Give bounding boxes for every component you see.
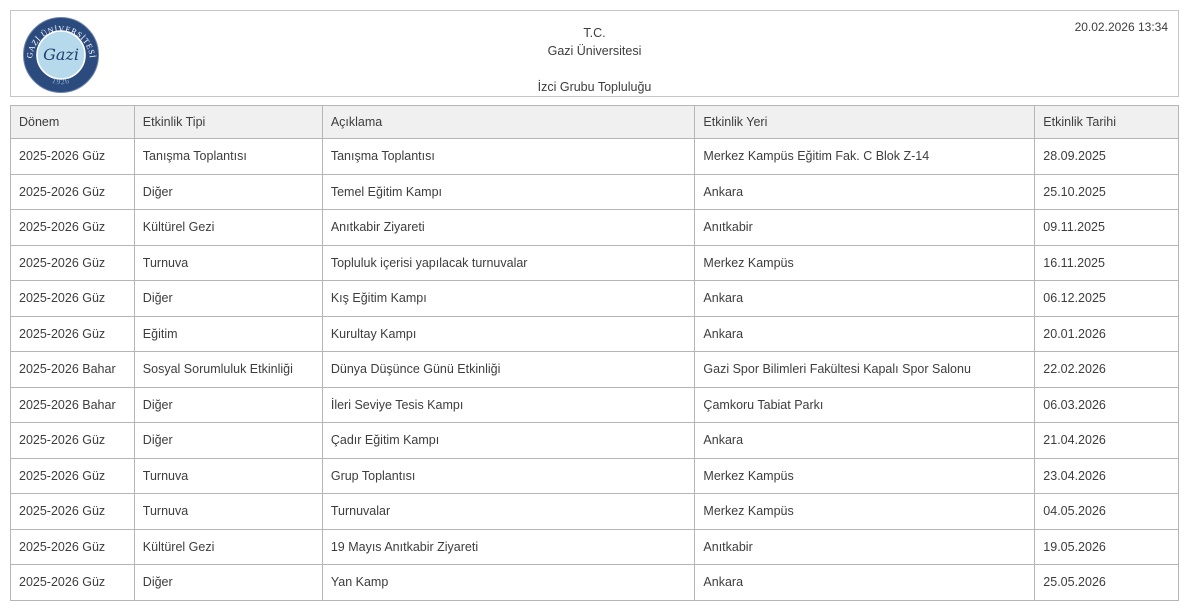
- cell-aciklama: Kış Eğitim Kampı: [322, 281, 695, 317]
- cell-etkinlik-tarihi: 21.04.2026: [1035, 423, 1179, 459]
- report-timestamp: 20.02.2026 13:34: [1074, 20, 1168, 34]
- table-row: [11, 423, 1179, 459]
- cell-donem: 2025-2026 Güz: [11, 316, 135, 352]
- column-header-etkinlik-yeri: Etkinlik Yeri: [695, 106, 1035, 139]
- cell-etkinlik-tipi: Diğer: [134, 174, 322, 210]
- cell-etkinlik-tarihi: 22.02.2026: [1035, 352, 1179, 388]
- cell-aciklama: Temel Eğitim Kampı: [322, 174, 695, 210]
- cell-etkinlik-tipi: Tanışma Toplantısı: [134, 139, 322, 175]
- cell-etkinlik-tarihi: 16.11.2025: [1035, 245, 1179, 281]
- cell-aciklama: Topluluk içerisi yapılacak turnuvalar: [322, 245, 695, 281]
- cell-etkinlik-yeri: Ankara: [695, 281, 1035, 317]
- table-row: [11, 494, 1179, 530]
- cell-etkinlik-tarihi: 25.05.2026: [1035, 565, 1179, 601]
- cell-aciklama: Tanışma Toplantısı: [322, 139, 695, 175]
- cell-donem: 2025-2026 Güz: [11, 281, 135, 317]
- cell-etkinlik-yeri: Merkez Kampüs: [695, 245, 1035, 281]
- cell-aciklama: Turnuvalar: [322, 494, 695, 530]
- cell-etkinlik-tarihi: 19.05.2026: [1035, 529, 1179, 565]
- cell-aciklama: Dünya Düşünce Günü Etkinliği: [322, 352, 695, 388]
- events-table-body: [11, 139, 1179, 601]
- cell-aciklama: Anıtkabir Ziyareti: [322, 210, 695, 246]
- header-row: [11, 106, 1179, 139]
- cell-etkinlik-yeri: Merkez Kampüs: [695, 458, 1035, 494]
- cell-etkinlik-tarihi: 25.10.2025: [1035, 174, 1179, 210]
- cell-aciklama: İleri Seviye Tesis Kampı: [322, 387, 695, 423]
- cell-donem: 2025-2026 Güz: [11, 210, 135, 246]
- column-header-aciklama: Açıklama: [322, 106, 695, 139]
- cell-etkinlik-yeri: Anıtkabir: [695, 210, 1035, 246]
- cell-donem: 2025-2026 Güz: [11, 565, 135, 601]
- cell-etkinlik-tarihi: 09.11.2025: [1035, 210, 1179, 246]
- cell-aciklama: Yan Kamp: [322, 565, 695, 601]
- cell-aciklama: Grup Toplantısı: [322, 458, 695, 494]
- cell-etkinlik-yeri: Merkez Kampüs Eğitim Fak. C Blok Z-14: [695, 139, 1035, 175]
- logo-script-text: Gazi: [43, 45, 79, 64]
- cell-etkinlik-yeri: Ankara: [695, 174, 1035, 210]
- cell-etkinlik-tipi: Turnuva: [134, 245, 322, 281]
- logo-year-text: 1926: [51, 75, 71, 87]
- cell-etkinlik-tipi: Turnuva: [134, 458, 322, 494]
- events-table-wrap: [10, 105, 1179, 601]
- cell-etkinlik-yeri: Merkez Kampüs: [695, 494, 1035, 530]
- table-row: [11, 387, 1179, 423]
- cell-etkinlik-tarihi: 28.09.2025: [1035, 139, 1179, 175]
- report-title-block: [11, 24, 1178, 96]
- table-row: [11, 210, 1179, 246]
- cell-etkinlik-tarihi: 06.12.2025: [1035, 281, 1179, 317]
- cell-etkinlik-tipi: Kültürel Gezi: [134, 529, 322, 565]
- cell-etkinlik-tipi: Turnuva: [134, 494, 322, 530]
- column-header-etkinlik-tarihi: Etkinlik Tarihi: [1035, 106, 1179, 139]
- cell-etkinlik-yeri: Ankara: [695, 316, 1035, 352]
- cell-etkinlik-yeri: Anıtkabir: [695, 529, 1035, 565]
- cell-aciklama: 19 Mayıs Anıtkabir Ziyareti: [322, 529, 695, 565]
- cell-etkinlik-tarihi: 04.05.2026: [1035, 494, 1179, 530]
- cell-etkinlik-tipi: Diğer: [134, 565, 322, 601]
- cell-etkinlik-tipi: Eğitim: [134, 316, 322, 352]
- cell-aciklama: Kurultay Kampı: [322, 316, 695, 352]
- cell-etkinlik-yeri: Ankara: [695, 565, 1035, 601]
- table-row: [11, 565, 1179, 601]
- cell-donem: 2025-2026 Güz: [11, 423, 135, 459]
- cell-donem: 2025-2026 Güz: [11, 494, 135, 530]
- table-row: [11, 245, 1179, 281]
- title-community: İzci Grubu Topluluğu: [537, 80, 652, 95]
- column-header-etkinlik-tipi: Etkinlik Tipi: [134, 106, 322, 139]
- table-row: [11, 139, 1179, 175]
- table-row: [11, 281, 1179, 317]
- cell-etkinlik-tarihi: 23.04.2026: [1035, 458, 1179, 494]
- cell-etkinlik-tarihi: 06.03.2026: [1035, 387, 1179, 423]
- cell-donem: 2025-2026 Güz: [11, 139, 135, 175]
- cell-aciklama: Çadır Eğitim Kampı: [322, 423, 695, 459]
- title-tc: T.C.: [583, 26, 606, 40]
- cell-donem: 2025-2026 Güz: [11, 529, 135, 565]
- logo-ring-text: GAZİ ÜNİVERSİTESİ: [24, 24, 97, 60]
- table-row: [11, 458, 1179, 494]
- cell-etkinlik-tipi: Kültürel Gezi: [134, 210, 322, 246]
- column-header-donem: Dönem: [11, 106, 135, 139]
- events-table-head: [11, 106, 1179, 139]
- cell-etkinlik-yeri: Gazi Spor Bilimleri Fakültesi Kapalı Spor Salonu: [695, 352, 1035, 388]
- cell-donem: 2025-2026 Bahar: [11, 387, 135, 423]
- table-row: [11, 174, 1179, 210]
- cell-donem: 2025-2026 Güz: [11, 458, 135, 494]
- cell-donem: 2025-2026 Güz: [11, 174, 135, 210]
- cell-etkinlik-tarihi: 20.01.2026: [1035, 316, 1179, 352]
- events-table: [10, 105, 1179, 601]
- cell-etkinlik-tipi: Diğer: [134, 387, 322, 423]
- cell-etkinlik-yeri: Ankara: [695, 423, 1035, 459]
- table-row: [11, 316, 1179, 352]
- title-university: Gazi Üniversitesi: [547, 44, 642, 59]
- table-row: [11, 352, 1179, 388]
- cell-etkinlik-tipi: Diğer: [134, 281, 322, 317]
- table-row: [11, 529, 1179, 565]
- cell-donem: 2025-2026 Güz: [11, 245, 135, 281]
- cell-etkinlik-tipi: Sosyal Sorumluluk Etkinliği: [134, 352, 322, 388]
- cell-etkinlik-tipi: Diğer: [134, 423, 322, 459]
- cell-etkinlik-yeri: Çamkoru Tabiat Parkı: [695, 387, 1035, 423]
- cell-donem: 2025-2026 Bahar: [11, 352, 135, 388]
- report-header: [10, 10, 1179, 97]
